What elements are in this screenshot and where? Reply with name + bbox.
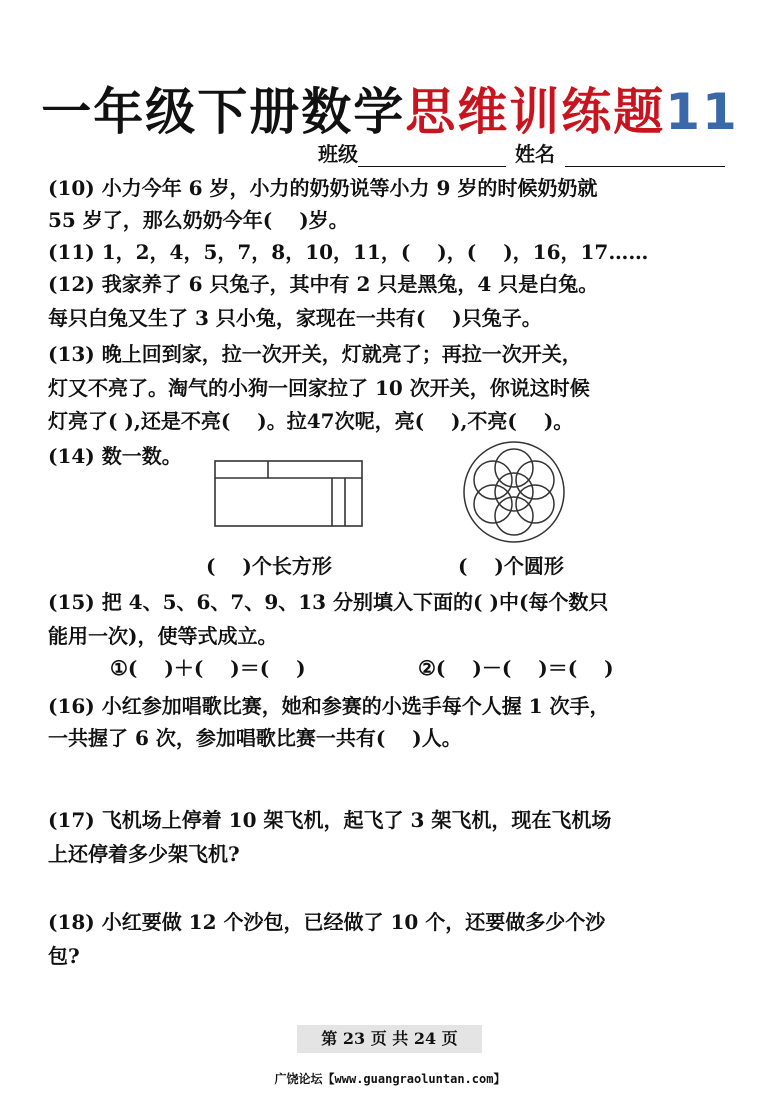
q14-rectangle-answer: ( )个长方形 (206, 554, 332, 578)
q14-circle-answer: ( )个圆形 (458, 554, 564, 578)
rectangles-figure (214, 460, 364, 528)
site-credit: 广饶论坛【www.guangraoluntan.com】 (274, 1072, 506, 1086)
outer-rectangle (215, 461, 362, 526)
name-blank[interactable] (565, 146, 725, 167)
q17-line-2: 上还停着多少架飞机? (48, 842, 240, 866)
page-number: 第 23 页 共 24 页 (297, 1025, 482, 1053)
q12-line-1: (12) 我家养了 6 只兔子，其中有 2 只是黑兔，4 只是白兔。 (48, 272, 599, 296)
circles-figure (462, 440, 566, 544)
center-circle (495, 473, 533, 511)
lower-left-circle (474, 485, 512, 523)
q15-line-1: (15) 把 4、5、6、7、9、13 分别填入下面的( )中(每个数只 (48, 590, 609, 614)
upper-left-circle (474, 461, 512, 499)
class-label: 班级 (318, 142, 358, 166)
class-blank[interactable] (358, 146, 506, 167)
q13-line-3: 灯亮了( ),还是不亮( )。拉47次呢，亮( ),不亮( )。 (48, 409, 574, 433)
page-title (0, 72, 780, 144)
q16-line-1: (16) 小红参加唱歌比赛，她和参赛的小选手每个人握 1 次手， (48, 694, 610, 718)
top-circle (495, 449, 533, 487)
title-part-number: 11 (665, 83, 739, 141)
q13-line-2: 灯又不亮了。淘气的小狗一回家拉了 10 次开关，你说这时候 (48, 376, 590, 400)
student-info-line (318, 138, 725, 167)
upper-right-circle (516, 461, 554, 499)
q18-line-2: 包? (48, 944, 80, 968)
name-label: 姓名 (514, 142, 555, 166)
q15-line-2: 能用一次)，使等式成立。 (48, 624, 278, 648)
q11-line: (11) 1，2，4，5，7，8，10，11，( )，( )，16，17…… (48, 240, 649, 264)
q10-line-2: 55 岁了，那么奶奶今年( )岁。 (48, 208, 349, 232)
q10-line-1: (10) 小力今年 6 岁，小力的奶奶说等小力 9 岁的时候奶奶就 (48, 176, 598, 200)
q12-line-2: 每只白兔又生了 3 只小兔，家现在一共有( )只兔子。 (48, 306, 542, 330)
q14-line: (14) 数一数。 (48, 444, 182, 468)
q15-equation-1: ①( )＋( )＝( ) (110, 656, 306, 680)
lower-right-circle (516, 485, 554, 523)
q15-equation-2: ②( )－( )＝( ) (418, 656, 614, 680)
q17-line-1: (17) 飞机场上停着 10 架飞机，起飞了 3 架飞机，现在飞机场 (48, 808, 612, 832)
title-part-topic: 思维训练题 (405, 83, 666, 141)
q13-line-1: (13) 晚上回到家，拉一次开关，灯就亮了；再拉一次开关， (48, 342, 582, 366)
title-part-grade: 一年级下册数学 (41, 83, 406, 141)
bottom-circle (495, 497, 533, 535)
q18-line-1: (18) 小红要做 12 个沙包，已经做了 10 个，还要做多少个沙 (48, 910, 606, 934)
q16-line-2: 一共握了 6 次，参加唱歌比赛一共有( )人。 (48, 726, 462, 750)
